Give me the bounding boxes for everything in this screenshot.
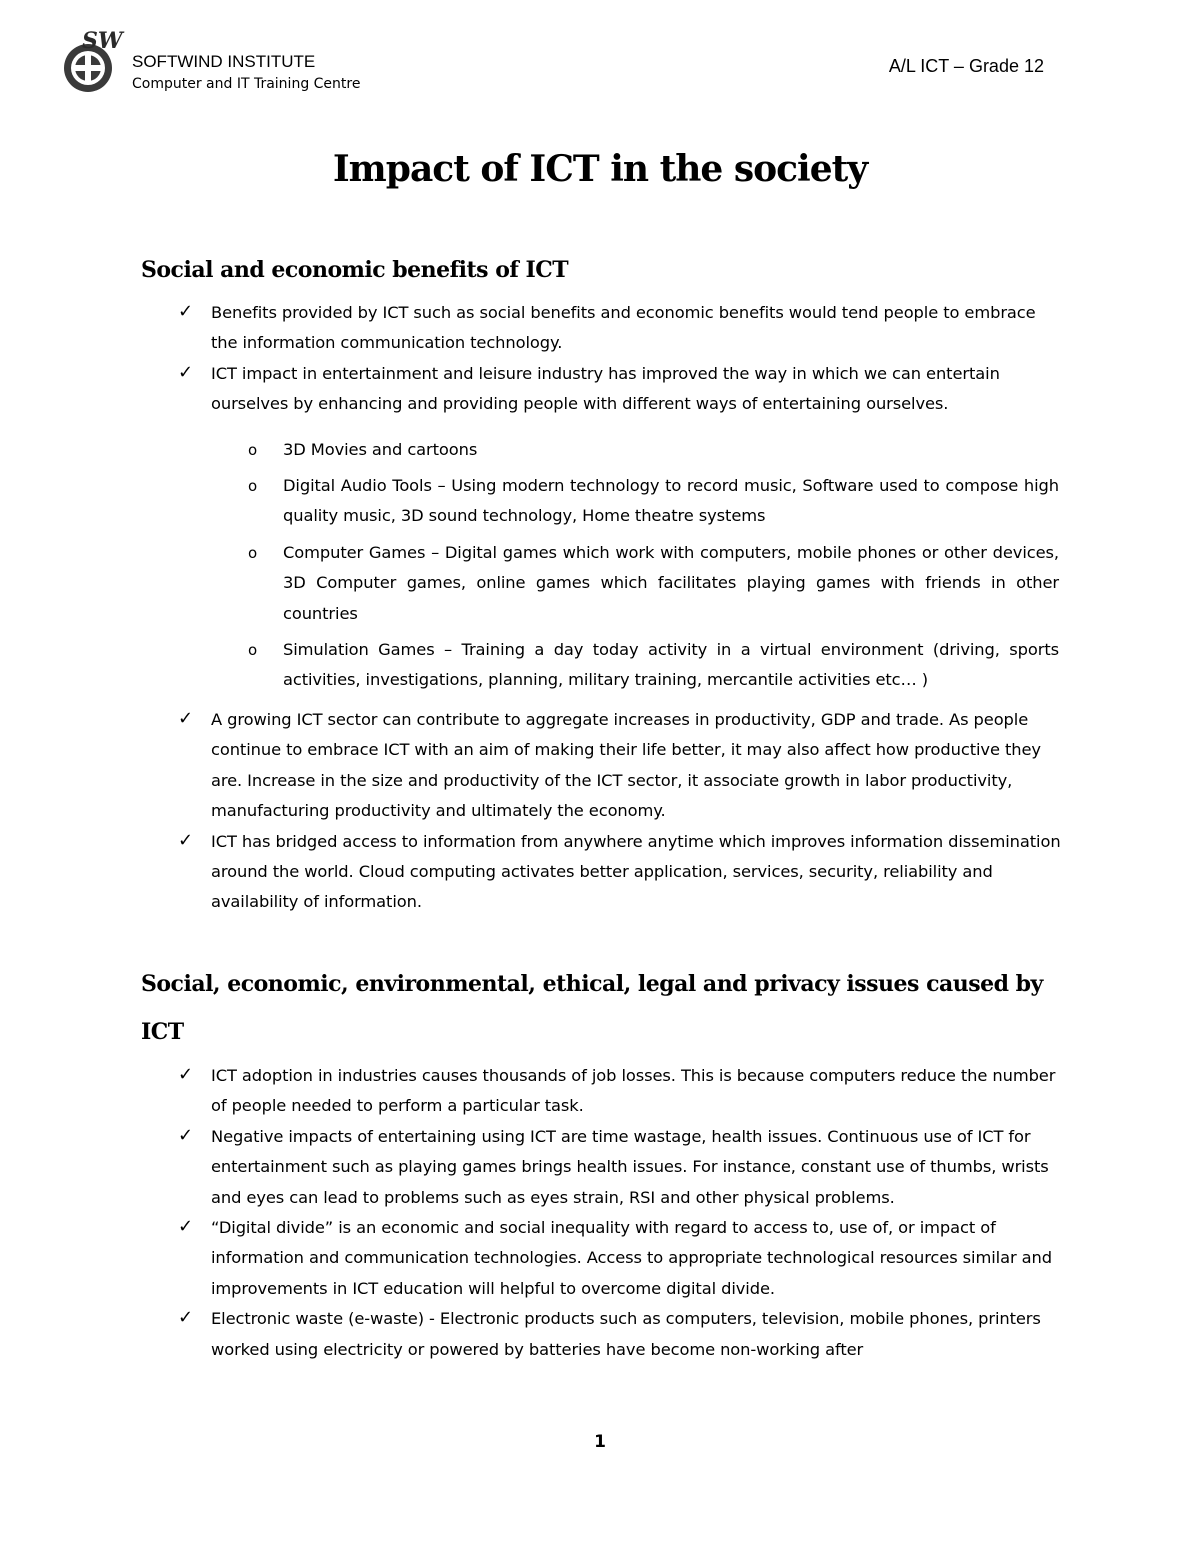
circle-bullet-icon: o [248,440,258,459]
sublist-item: o 3D Movies and cartoons [211,435,1059,465]
list-item: ✓ Benefits provided by ICT such as social benefits and economic benefits would tend people to embrace the information communication technology. [0,298,1061,359]
list-item: ✓ ICT adoption in industries causes thousands of job losses. This is because computers reduce the number of people needed to perform a particular task. [0,1061,1061,1122]
checkmark-icon: ✓ [178,707,193,729]
institute-subtitle: Computer and IT Training Centre [132,76,361,92]
benefits-list [0,298,1200,918]
institute-name: SOFTWIND INSTITUTE [132,52,316,71]
list-item: ✓ ICT impact in entertainment and leisure industry has improved the way in which we can entertain ourselves by enhancing and providing people with different ways of entertaining ourselves. o 3D Movies and cartoons o Digital Audio Tools – Using modern technology to record music, Software used to compose high quality music, 3D sound technology, Home theatre systems o Computer Games – Digital games which work with computers, mobile phones or other devices, 3D Computer games, online games which facilitates playing games with friends in other countries o Simulation Games – Training a day today activity in a virtual environment (driving, sports activities, investigations, planning, military training, mercantile activities etc… ) [0,359,1061,696]
sublist-item: o Computer Games – Digital games which work with computers, mobile phones or other devices, 3D Computer games, online games which facilitates playing games with friends in other countries [211,538,1059,629]
list-item: ✓ Negative impacts of entertaining using ICT are time wastage, health issues. Continuous use of ICT for entertainment such as playing games brings health issues. For instance, constant use of thumbs, wrists and eyes can lead to problems such as eyes strain, RSI and other physical problems. [0,1122,1061,1213]
institute-logo [58,26,134,96]
section-heading-benefits: Social and economic benefits of ICT [141,257,569,283]
circle-bullet-icon: o [248,543,258,562]
page-number: 1 [594,1432,606,1452]
sublist-item: o Simulation Games – Training a day today activity in a virtual environment (driving, sports activities, investigations, planning, military training, mercantile activities etc… ) [211,635,1059,696]
checkmark-icon: ✓ [178,829,193,851]
checkmark-icon: ✓ [178,1216,193,1238]
grade-label: A/L ICT – Grade 12 [888,56,1044,76]
entertainment-sublist [211,435,1061,696]
issues-list [0,1061,1200,1365]
checkmark-icon: ✓ [178,1124,193,1146]
list-item: ✓ Electronic waste (e-waste) - Electronic products such as computers, television, mobile phones, printers worked using electricity or powered by batteries have become non-working after [0,1304,1061,1365]
section-heading-issues: Social, economic, environmental, ethical, legal and privacy issues caused by ICT [141,971,1043,1045]
checkmark-icon: ✓ [178,1307,193,1329]
checkmark-icon: ✓ [178,1064,193,1085]
page-title: Impact of ICT in the society [332,148,868,190]
list-item: ✓ A growing ICT sector can contribute to aggregate increases in productivity, GDP and trade. As people continue to embrace ICT with an aim of making their life better, it may also affect how productive they are. Increase in the size and productivity of the ICT sector, it associate growth in labor productivity, manufacturing productivity and ultimately the economy. [0,705,1061,827]
svg-text:SW: SW [82,28,123,54]
checkmark-icon: ✓ [178,361,193,383]
list-item: ✓ “Digital divide” is an economic and social inequality with regard to access to, use of, or impact of information and communication technologies. Access to appropriate technological resources similar and improvements in ICT education will helpful to overcome digital divide. [0,1213,1061,1304]
circle-bullet-icon: o [248,477,258,496]
sublist-item: o Digital Audio Tools – Using modern technology to record music, Software used to compose high quality music, 3D sound technology, Home theatre systems [211,471,1059,532]
circle-bullet-icon: o [248,641,258,660]
list-item: ✓ ICT has bridged access to information from anywhere anytime which improves information dissemination around the world. Cloud computing activates better application, services, security, reliability and availability of information. [0,827,1061,918]
checkmark-icon: ✓ [178,301,193,322]
